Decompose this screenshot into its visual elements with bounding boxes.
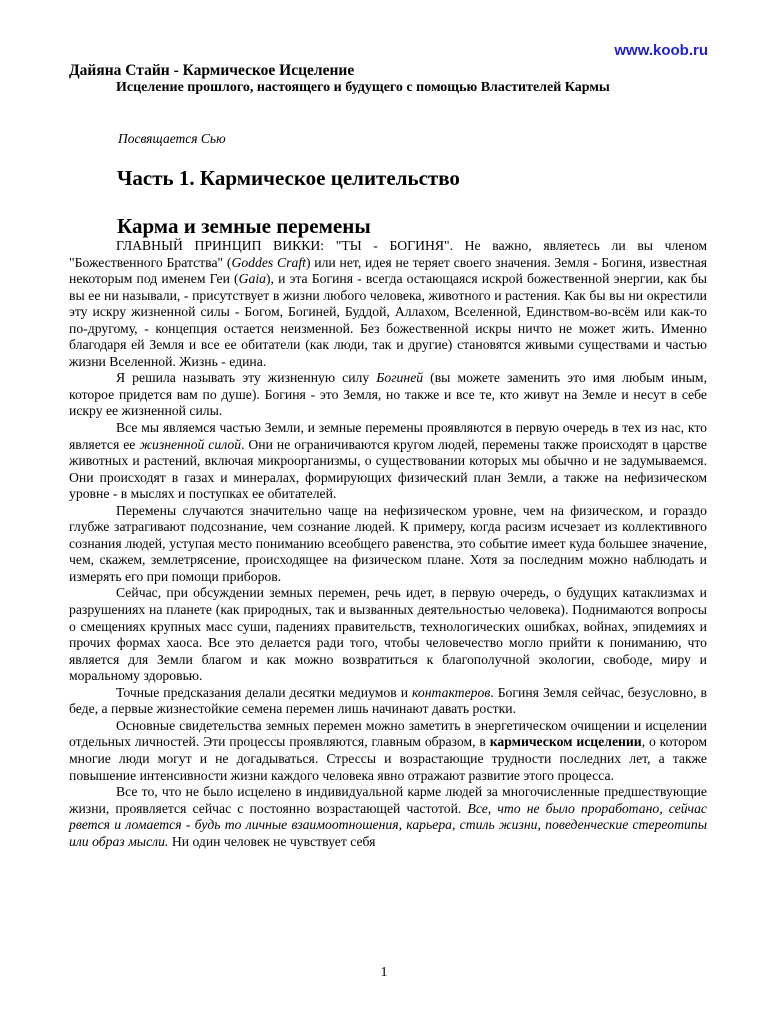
text-run: . Они не ограничиваются кругом людей, перемены также происходят в царстве животных и растений, включая микроорганизмы, о существовании которых мы обычно и не задумываемся. Они происходят в газах и минералах, формирующих физический план Земли, а также на нефизическом уровне - в мыслях и поступках ее обитателей. — [69, 436, 708, 502]
text-run: Основные свидетельства земных перемен можно заметить в энергетическом очищении и исцелении отдельных личностей. Эти процессы проявляются, главным образом, в — [69, 717, 707, 750]
book-title: Дайяна Стайн - Кармическое Исцеление — [69, 62, 355, 79]
text-run: ), и эта Богиня - всегда остающаяся искрой божественной энергии, как бы вы ее ни называли, - присутствует в жизни любого человека, животного и растения. Как бы вы ни окрестили эту искру жизненной силы - Богом, Богиней, Буддой, Аллахом, Вселенной, Единством-во-всём или как-то по-другому, - концепция остается неизменной. Без божественной искры ничто не может жить. Именно благодаря ей Земля и все ее обитатели (как люди, так и другие) становятся живыми существами и частью жизни Вселенной. Жизнь - едина. — [69, 271, 707, 369]
text-run: Я решила называть эту жизненную силу — [116, 370, 377, 386]
italic-run: Все, что не было проработано, сейчас рвется и ломается - будь то личные взаимоотношения, карьера, стиль жизни, поведенческие стереотипы или образ мысли. — [69, 800, 707, 849]
text-run: Точные предсказания делали десятки медиумов и — [116, 684, 413, 700]
body-text — [69, 238, 707, 850]
text-run: . Богиня Земля сейчас, безусловно, в беде, а первые жизнестойкие семена перемен лишь начинают давать ростки. — [69, 684, 708, 717]
text-run: Ни один человек не чувствует себя — [168, 833, 376, 849]
body-paragraph — [69, 370, 707, 420]
body-paragraph — [69, 238, 707, 370]
site-link[interactable]: www.koob.ru — [614, 42, 708, 59]
body-paragraph — [69, 784, 707, 850]
italic-run: контактеров — [412, 684, 491, 700]
page-number: 1 — [380, 965, 388, 980]
text-run: Перемены случаются значительно чаще на нефизическом уровне, чем на физическом, и гораздо глубже затрагивают подсознание, чем сознание людей. К примеру, когда расизм исчезает из коллективного сознания людей, уступая место пониманию всеобщего равенства, это событие имеет куда большее значение, чем, скажем, землетрясение, происходящее на физическом плане. Хотя за последним можно наблюдать и измерять его при помощи приборов. — [69, 502, 707, 584]
italic-run: Богиней — [376, 370, 424, 386]
body-paragraph — [69, 685, 707, 718]
text-run: ГЛАВНЫЙ ПРИНЦИП ВИККИ: "ТЫ - БОГИНЯ". Не важно, являетесь ли вы членом "Божественного Братства" ( — [69, 238, 707, 270]
dedication: Посвящается Сью — [118, 131, 226, 146]
italic-run: жизненной силой — [139, 436, 242, 452]
italic-run: Goddes Craft — [231, 254, 306, 270]
body-paragraph — [69, 585, 707, 684]
body-paragraph — [69, 503, 707, 586]
text-run: Сейчас, при обсуждении земных перемен, речь идет, в первую очередь, о будущих катаклизмах и разрушениях на планете (как природных, так и вызванных деятельностью человека). Поднимаются вопросы о смещениях крупных масс суши, падениях правительств, технологических ошибках, войнах, эпидемиях и прочих формах хаоса. Все это делается ради того, чтобы человечество могло прийти к пониманию, что является для Земли благом и как можно возвратиться к благополучной экологии, свободе, миру и моральному здоровью. — [69, 585, 707, 684]
text-run: (вы можете заменить это имя любым иным, которое придется вам по душе). Богиня - это Земля, но также и все те, кто живут на Земле и несут в себе искру ее жизненной силы. — [69, 370, 707, 419]
text-run: , о котором многие люди могут и не догадываться. Стрессы и возрастающие трудности последних лет, а также повышение интенсивности жизни каждого человека явно отражают развитие этого процесса. — [69, 734, 708, 783]
chapter-title: Карма и земные перемены — [117, 214, 371, 238]
body-paragraph — [69, 718, 707, 784]
italic-run: Gaia — [238, 271, 266, 287]
body-paragraph — [69, 420, 707, 503]
part-title: Часть 1. Кармическое целительство — [117, 166, 460, 190]
text-run: Все то, что не было исцелено в индивидуальной карме людей за многочисленные предшествующие жизни, проявляется сейчас с постоянно возрастающей частотой. — [69, 784, 707, 816]
text-run: ) или нет, идея не теряет своего значения. Земля - Богиня, известная некоторым под именем Геи ( — [69, 254, 707, 287]
bold-run: кармическом исцелении — [489, 734, 642, 750]
text-run: Все мы являемся частью Земли, и земные перемены проявляются в первую очередь в тех из нас, кто является ее — [69, 420, 707, 452]
book-subtitle: Исцеление прошлого, настоящего и будущего с помощью Властителей Кармы — [116, 80, 610, 95]
